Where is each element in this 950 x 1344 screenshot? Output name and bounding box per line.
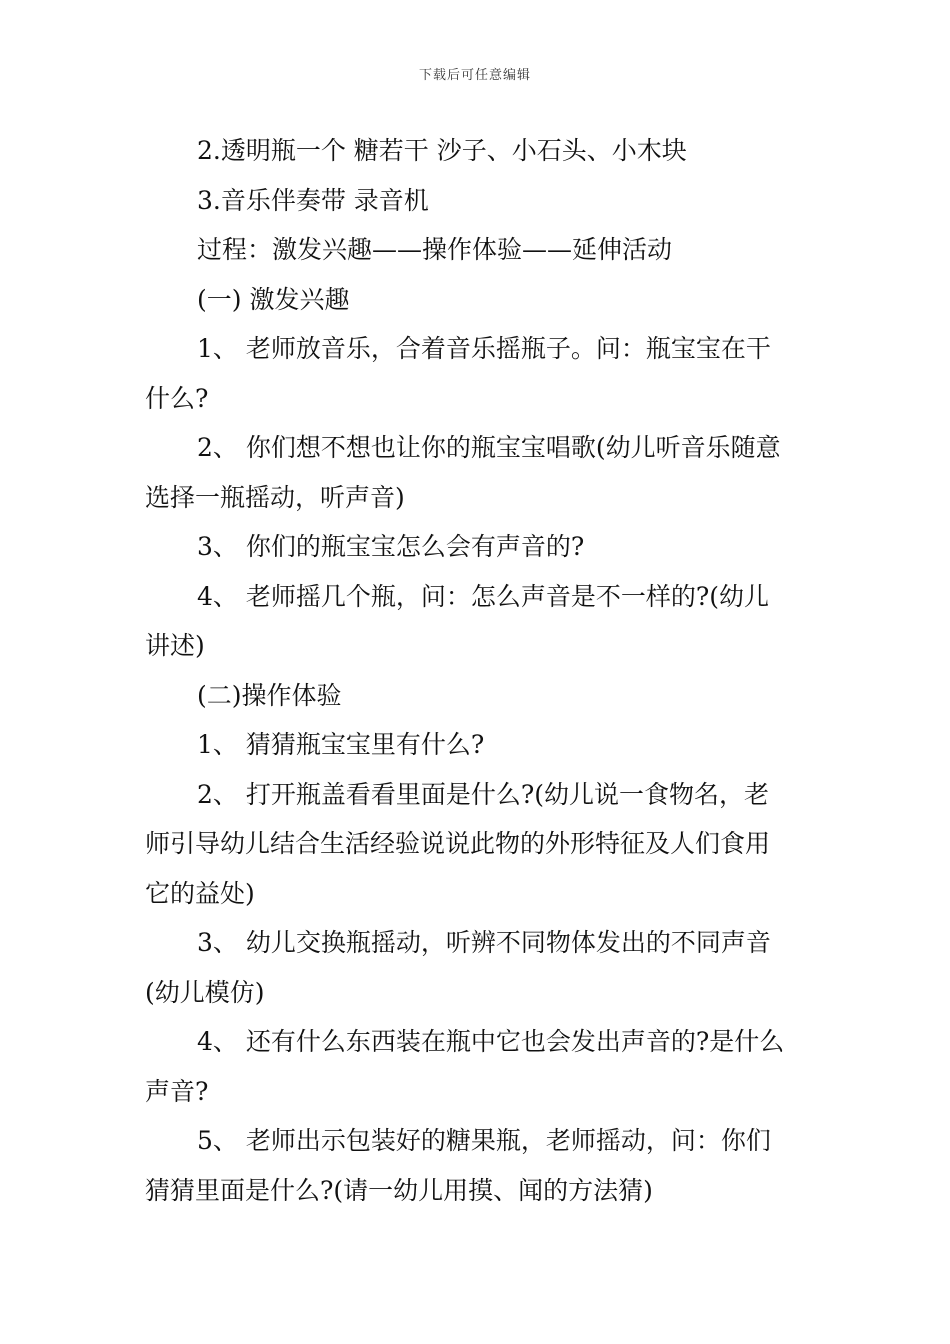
document-body	[145, 126, 815, 1215]
paragraph-line: 3、 你们的瓶宝宝怎么会有声音的?	[197, 532, 585, 561]
paragraph-line: 1、 老师放音乐，合着音乐摇瓶子。问：瓶宝宝在干	[197, 334, 771, 363]
paragraph-line: 5、 老师出示包装好的糖果瓶，老师摇动，问：你们	[197, 1126, 771, 1155]
paragraph-line: 什么?	[145, 383, 209, 413]
paragraph-line: (幼儿模仿)	[145, 977, 265, 1007]
paragraph-line: 4、 老师摇几个瓶，问：怎么声音是不一样的?(幼儿	[197, 581, 770, 611]
paragraph-line: 2、 打开瓶盖看看里面是什么?(幼儿说一食物名，老	[197, 779, 770, 809]
paragraph-line: 3、 幼儿交换瓶摇动，听辨不同物体发出的不同声音	[197, 928, 771, 957]
paragraph-line: 选择一瓶摇动，听声音)	[145, 482, 405, 512]
material-line-2: 2.透明瓶一个 糖若干 沙子、小石头、小木块	[197, 136, 687, 165]
paragraph-line: 讲述)	[145, 631, 205, 660]
page-header: 下载后可任意编辑	[418, 68, 531, 83]
paragraph-line: 4、 还有什么东西装在瓶中它也会发出声音的?是什么	[197, 1027, 785, 1056]
section-heading-2: (二)操作体验	[197, 680, 342, 710]
process-line: 过程：激发兴趣——操作体验——延伸活动	[197, 235, 673, 264]
paragraph-line: 1、 猜猜瓶宝宝里有什么?	[197, 730, 485, 759]
paragraph-line: 2、 你们想不想也让你的瓶宝宝唱歌(幼儿听音乐随意	[197, 433, 781, 462]
paragraph-line: 猜猜里面是什么?(请一幼儿用摸、闻的方法猜)	[145, 1175, 653, 1205]
section-heading-1: (一) 激发兴趣	[197, 284, 350, 314]
paragraph-line: 声音?	[145, 1076, 209, 1106]
material-line-3: 3.音乐伴奏带 录音机	[197, 185, 429, 215]
paragraph-line: 师引导幼儿结合生活经验说说此物的外形特征及人们食用	[145, 829, 771, 858]
paragraph-line: 它的益处)	[145, 878, 255, 908]
